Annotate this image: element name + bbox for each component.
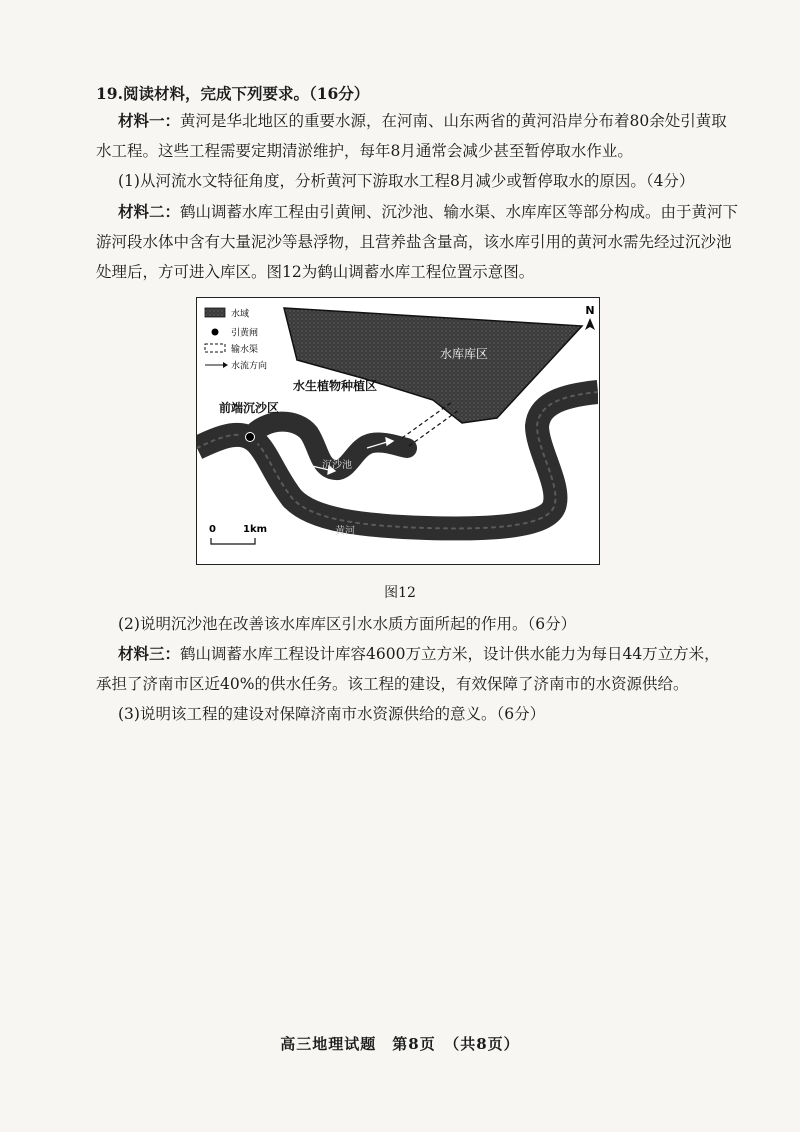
legend-flow-arrowhead — [223, 362, 228, 368]
material1-line1: 材料一：黄河是华北地区的重要水源，在河南、山东两省的黄河沿岸分布着80余处引黄取 — [118, 111, 727, 130]
material2-line3: 处理后，方可进入库区。图12为鹤山调蓄水库工程位置示意图。 — [96, 263, 535, 281]
label-reservoir: 水库库区 — [440, 347, 489, 361]
material3-line1: 材料三：鹤山调蓄水库工程设计库容4600万立方米，设计供水能力为每日44万立方米， — [118, 644, 720, 663]
label-plant-area: 水生植物种植区 — [293, 379, 378, 393]
figure-12-map — [196, 297, 600, 565]
material1-label: 材料一： — [118, 111, 181, 130]
label-river: 黄河 — [335, 526, 355, 537]
material3-label: 材料三： — [118, 644, 181, 663]
legend-canal-label: 输水渠 — [231, 345, 259, 355]
scale-bar — [209, 524, 267, 544]
label-front-sand: 前端沉沙区 — [219, 401, 280, 415]
material2-line1: 材料二：鹤山调蓄水库工程由引黄闸、沉沙池、输水渠、水库库区等部分构成。由于黄河下 — [118, 202, 739, 221]
legend-gate-label: 引黄闸 — [231, 328, 259, 339]
question-header: 19.阅读材料，完成下列要求。（16分） — [96, 84, 370, 103]
material1-line2: 水工程。这些工程需要定期清淤维护，每年8月通常会减少甚至暂停取水作业。 — [96, 142, 633, 160]
north-arrow-icon — [585, 304, 595, 330]
north-label: N — [585, 304, 595, 317]
legend-water-label: 水域 — [231, 309, 250, 320]
label-sand-pool: 沉沙池 — [322, 460, 352, 471]
question-2: (2)说明沉沙池在改善该水库库区引水水质方面所起的作用。（6分） — [118, 615, 577, 633]
scale-unit: 1km — [243, 524, 268, 535]
figure-caption: 图12 — [384, 585, 416, 601]
legend-flow-label: 水流方向 — [231, 361, 268, 372]
legend-canal-swatch — [205, 344, 225, 352]
legend-gate-swatch — [212, 329, 219, 336]
legend — [205, 308, 267, 372]
question-3: (3)说明该工程的建设对保障济南市水资源供给的意义。（6分） — [118, 705, 546, 723]
material3-line2: 承担了济南市区近40%的供水任务。该工程的建设，有效保障了济南市的水资源供给。 — [96, 675, 689, 693]
question-1: (1)从河流水文特征角度，分析黄河下游取水工程8月减少或暂停取水的原因。（4分） — [118, 172, 695, 190]
scale-zero: 0 — [209, 524, 216, 535]
material2-line2: 游河段水体中含有大量泥沙等悬浮物，且营养盐含量高，该水库引用的黄河水需先经过沉沙池 — [96, 233, 732, 251]
legend-water-swatch — [205, 308, 225, 317]
sluice-gate — [246, 433, 255, 442]
material2-label: 材料二： — [118, 202, 181, 221]
page-footer: 高三地理试题 第8页 （共8页） — [280, 1035, 520, 1053]
map-svg — [197, 298, 598, 563]
